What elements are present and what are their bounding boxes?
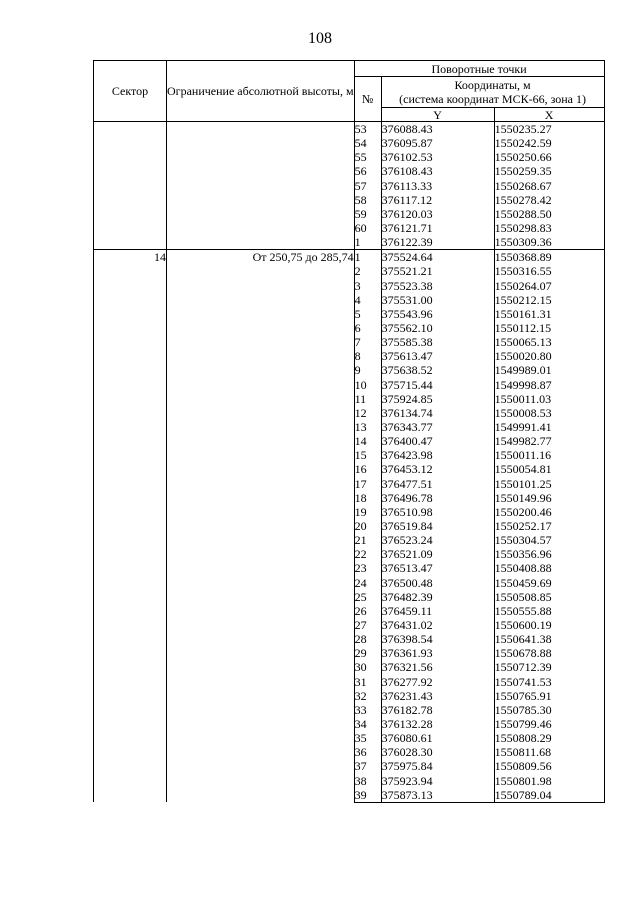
x-coordinate-cell: 1550309.36 bbox=[494, 235, 604, 250]
y-coordinate-cell: 376117.12 bbox=[381, 193, 494, 207]
y-coordinate-cell: 375873.13 bbox=[381, 788, 494, 803]
point-number-cell: 12 bbox=[354, 406, 381, 420]
y-coordinate-cell: 376134.74 bbox=[381, 406, 494, 420]
x-coordinate-cell: 1550054.81 bbox=[494, 462, 604, 476]
point-number-cell: 60 bbox=[354, 221, 381, 235]
header-coordinates bbox=[381, 77, 604, 108]
x-coordinate-cell: 1550259.35 bbox=[494, 164, 604, 178]
x-coordinate-cell: 1550799.46 bbox=[494, 717, 604, 731]
x-coordinate-cell: 1550288.50 bbox=[494, 207, 604, 221]
point-number-cell: 34 bbox=[354, 717, 381, 731]
y-coordinate-cell: 375638.52 bbox=[381, 363, 494, 377]
point-number-cell: 32 bbox=[354, 689, 381, 703]
x-coordinate-cell: 1550268.67 bbox=[494, 179, 604, 193]
point-number-cell: 53 bbox=[354, 122, 381, 137]
limit-cell bbox=[167, 122, 355, 250]
y-coordinate-cell: 376523.24 bbox=[381, 533, 494, 547]
header-x: X bbox=[494, 108, 604, 122]
point-number-cell: 9 bbox=[354, 363, 381, 377]
point-number-cell: 28 bbox=[354, 632, 381, 646]
header-coords-title: Координаты, м bbox=[454, 78, 531, 92]
point-number-cell: 15 bbox=[354, 448, 381, 462]
y-coordinate-cell: 375562.10 bbox=[381, 321, 494, 335]
point-number-cell: 3 bbox=[354, 279, 381, 293]
x-coordinate-cell: 1550008.53 bbox=[494, 406, 604, 420]
y-coordinate-cell: 376361.93 bbox=[381, 646, 494, 660]
point-number-cell: 24 bbox=[354, 576, 381, 590]
x-coordinate-cell: 1550712.39 bbox=[494, 660, 604, 674]
y-coordinate-cell: 376459.11 bbox=[381, 604, 494, 618]
x-coordinate-cell: 1550316.55 bbox=[494, 264, 604, 278]
point-number-cell: 20 bbox=[354, 519, 381, 533]
point-number-cell: 5 bbox=[354, 307, 381, 321]
y-coordinate-cell: 375521.21 bbox=[381, 264, 494, 278]
y-coordinate-cell: 376132.28 bbox=[381, 717, 494, 731]
x-coordinate-cell: 1550212.15 bbox=[494, 293, 604, 307]
x-coordinate-cell: 1550801.98 bbox=[494, 773, 604, 787]
x-coordinate-cell: 1550641.38 bbox=[494, 632, 604, 646]
y-coordinate-cell: 376088.43 bbox=[381, 122, 494, 137]
point-number-cell: 6 bbox=[354, 321, 381, 335]
y-coordinate-cell: 376400.47 bbox=[381, 434, 494, 448]
point-number-cell: 26 bbox=[354, 604, 381, 618]
x-coordinate-cell: 1550252.17 bbox=[494, 519, 604, 533]
y-coordinate-cell: 376028.30 bbox=[381, 745, 494, 759]
x-coordinate-cell: 1550264.07 bbox=[494, 279, 604, 293]
x-coordinate-cell: 1550235.27 bbox=[494, 122, 604, 137]
point-number-cell: 22 bbox=[354, 547, 381, 561]
header-number: № bbox=[354, 77, 381, 122]
y-coordinate-cell: 376482.39 bbox=[381, 590, 494, 604]
point-number-cell: 35 bbox=[354, 731, 381, 745]
x-coordinate-cell: 1550011.03 bbox=[494, 392, 604, 406]
y-coordinate-cell: 376500.48 bbox=[381, 576, 494, 590]
x-coordinate-cell: 1550678.88 bbox=[494, 646, 604, 660]
point-number-cell: 17 bbox=[354, 477, 381, 491]
point-number-cell: 21 bbox=[354, 533, 381, 547]
point-number-cell: 8 bbox=[354, 349, 381, 363]
point-number-cell: 27 bbox=[354, 618, 381, 632]
x-coordinate-cell: 1550242.59 bbox=[494, 136, 604, 150]
point-number-cell: 29 bbox=[354, 646, 381, 660]
x-coordinate-cell: 1549998.87 bbox=[494, 378, 604, 392]
table-header bbox=[94, 61, 605, 122]
y-coordinate-cell: 376277.92 bbox=[381, 674, 494, 688]
sector-cell: 14 bbox=[94, 250, 167, 802]
x-coordinate-cell: 1550200.46 bbox=[494, 505, 604, 519]
x-coordinate-cell: 1550600.19 bbox=[494, 618, 604, 632]
point-number-cell: 54 bbox=[354, 136, 381, 150]
x-coordinate-cell: 1550161.31 bbox=[494, 307, 604, 321]
x-coordinate-cell: 1549982.77 bbox=[494, 434, 604, 448]
table-row bbox=[94, 122, 605, 137]
x-coordinate-cell: 1550356.96 bbox=[494, 547, 604, 561]
x-coordinate-cell: 1550020.80 bbox=[494, 349, 604, 363]
point-number-cell: 14 bbox=[354, 434, 381, 448]
x-coordinate-cell: 1550459.69 bbox=[494, 576, 604, 590]
y-coordinate-cell: 375524.64 bbox=[381, 250, 494, 265]
y-coordinate-cell: 376453.12 bbox=[381, 462, 494, 476]
y-coordinate-cell: 376343.77 bbox=[381, 420, 494, 434]
y-coordinate-cell: 376182.78 bbox=[381, 703, 494, 717]
y-coordinate-cell: 376102.53 bbox=[381, 150, 494, 164]
y-coordinate-cell: 375531.00 bbox=[381, 293, 494, 307]
header-sector: Сектор bbox=[94, 61, 167, 122]
x-coordinate-cell: 1550101.25 bbox=[494, 477, 604, 491]
point-number-cell: 59 bbox=[354, 207, 381, 221]
y-coordinate-cell: 376321.56 bbox=[381, 660, 494, 674]
y-coordinate-cell: 375613.47 bbox=[381, 349, 494, 363]
sector-cell bbox=[94, 122, 167, 250]
y-coordinate-cell: 375715.44 bbox=[381, 378, 494, 392]
x-coordinate-cell: 1549991.41 bbox=[494, 420, 604, 434]
y-coordinate-cell: 376513.47 bbox=[381, 561, 494, 575]
header-turning-points: Поворотные точки bbox=[354, 61, 604, 77]
point-number-cell: 10 bbox=[354, 378, 381, 392]
point-number-cell: 33 bbox=[354, 703, 381, 717]
y-coordinate-cell: 375523.38 bbox=[381, 279, 494, 293]
x-coordinate-cell: 1550785.30 bbox=[494, 703, 604, 717]
y-coordinate-cell: 376113.33 bbox=[381, 179, 494, 193]
y-coordinate-cell: 376510.98 bbox=[381, 505, 494, 519]
y-coordinate-cell: 376521.09 bbox=[381, 547, 494, 561]
x-coordinate-cell: 1550408.88 bbox=[494, 561, 604, 575]
point-number-cell: 19 bbox=[354, 505, 381, 519]
y-coordinate-cell: 376398.54 bbox=[381, 632, 494, 646]
x-coordinate-cell: 1550250.66 bbox=[494, 150, 604, 164]
point-number-cell: 1 bbox=[354, 235, 381, 250]
y-coordinate-cell: 376080.61 bbox=[381, 731, 494, 745]
x-coordinate-cell: 1550278.42 bbox=[494, 193, 604, 207]
x-coordinate-cell: 1550809.56 bbox=[494, 759, 604, 773]
x-coordinate-cell: 1550011.16 bbox=[494, 448, 604, 462]
point-number-cell: 36 bbox=[354, 745, 381, 759]
y-coordinate-cell: 376095.87 bbox=[381, 136, 494, 150]
point-number-cell: 31 bbox=[354, 674, 381, 688]
point-number-cell: 1 bbox=[354, 250, 381, 265]
y-coordinate-cell: 376121.71 bbox=[381, 221, 494, 235]
point-number-cell: 37 bbox=[354, 759, 381, 773]
y-coordinate-cell: 375975.84 bbox=[381, 759, 494, 773]
y-coordinate-cell: 375923.94 bbox=[381, 773, 494, 787]
header-y: Y bbox=[381, 108, 494, 122]
y-coordinate-cell: 375924.85 bbox=[381, 392, 494, 406]
x-coordinate-cell: 1550555.88 bbox=[494, 604, 604, 618]
point-number-cell: 39 bbox=[354, 788, 381, 803]
y-coordinate-cell: 375543.96 bbox=[381, 307, 494, 321]
x-coordinate-cell: 1550741.53 bbox=[494, 674, 604, 688]
x-coordinate-cell: 1550811.68 bbox=[494, 745, 604, 759]
point-number-cell: 2 bbox=[354, 264, 381, 278]
x-coordinate-cell: 1550112.15 bbox=[494, 321, 604, 335]
y-coordinate-cell: 376431.02 bbox=[381, 618, 494, 632]
header-coords-system: (система координат МСК-66, зона 1) bbox=[399, 92, 586, 106]
y-coordinate-cell: 376120.03 bbox=[381, 207, 494, 221]
point-number-cell: 56 bbox=[354, 164, 381, 178]
x-coordinate-cell: 1550149.96 bbox=[494, 491, 604, 505]
header-limit: Ограничение абсолютной высоты, м bbox=[167, 61, 355, 122]
y-coordinate-cell: 376108.43 bbox=[381, 164, 494, 178]
coordinates-table bbox=[93, 60, 605, 803]
y-coordinate-cell: 375585.38 bbox=[381, 335, 494, 349]
y-coordinate-cell: 376231.43 bbox=[381, 689, 494, 703]
table-row bbox=[94, 250, 605, 265]
x-coordinate-cell: 1550765.91 bbox=[494, 689, 604, 703]
point-number-cell: 57 bbox=[354, 179, 381, 193]
x-coordinate-cell: 1550298.83 bbox=[494, 221, 604, 235]
point-number-cell: 58 bbox=[354, 193, 381, 207]
limit-cell: От 250,75 до 285,74 bbox=[167, 250, 355, 802]
y-coordinate-cell: 376496.78 bbox=[381, 491, 494, 505]
y-coordinate-cell: 376122.39 bbox=[381, 235, 494, 250]
point-number-cell: 11 bbox=[354, 392, 381, 406]
point-number-cell: 4 bbox=[354, 293, 381, 307]
page-number: 108 bbox=[308, 30, 332, 47]
x-coordinate-cell: 1550789.04 bbox=[494, 788, 604, 803]
x-coordinate-cell: 1550508.85 bbox=[494, 590, 604, 604]
y-coordinate-cell: 376477.51 bbox=[381, 477, 494, 491]
point-number-cell: 7 bbox=[354, 335, 381, 349]
x-coordinate-cell: 1550808.29 bbox=[494, 731, 604, 745]
x-coordinate-cell: 1550065.13 bbox=[494, 335, 604, 349]
point-number-cell: 55 bbox=[354, 150, 381, 164]
x-coordinate-cell: 1549989.01 bbox=[494, 363, 604, 377]
x-coordinate-cell: 1550304.57 bbox=[494, 533, 604, 547]
point-number-cell: 38 bbox=[354, 773, 381, 787]
point-number-cell: 18 bbox=[354, 491, 381, 505]
y-coordinate-cell: 376519.84 bbox=[381, 519, 494, 533]
point-number-cell: 30 bbox=[354, 660, 381, 674]
point-number-cell: 23 bbox=[354, 561, 381, 575]
table-body bbox=[94, 122, 605, 803]
point-number-cell: 16 bbox=[354, 462, 381, 476]
point-number-cell: 25 bbox=[354, 590, 381, 604]
y-coordinate-cell: 376423.98 bbox=[381, 448, 494, 462]
x-coordinate-cell: 1550368.89 bbox=[494, 250, 604, 265]
point-number-cell: 13 bbox=[354, 420, 381, 434]
